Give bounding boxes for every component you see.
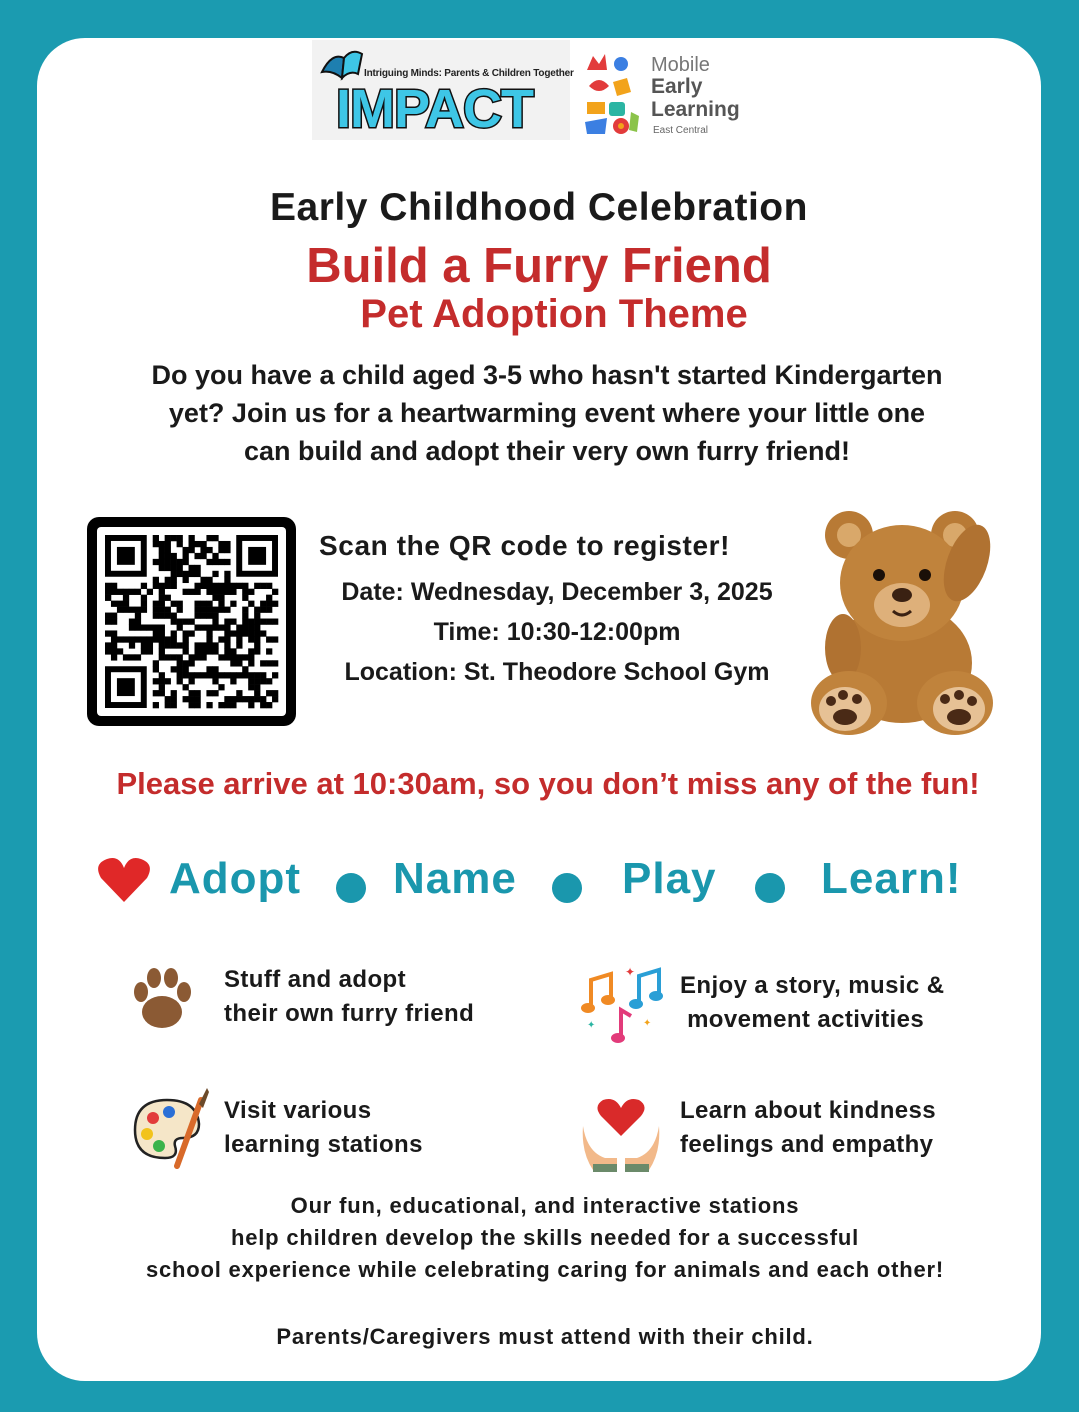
teddy-bear-icon (807, 503, 997, 738)
heart-hands-icon (581, 1092, 661, 1172)
footer-paragraph (37, 1190, 1041, 1286)
event-date: Date: Wednesday, December 3, 2025 (341, 578, 773, 606)
feature-line: feelings and empathy (680, 1131, 934, 1158)
feature-stuff-adopt (224, 963, 474, 1031)
feature-learning-stations (224, 1094, 423, 1162)
intro-line: can build and adopt their very own furry friend! (243, 436, 851, 466)
heart-icon (97, 856, 151, 904)
intro-line: yet? Join us for a heartwarming event where your little one (168, 398, 926, 428)
feature-line: Enjoy a story, music & (680, 972, 945, 999)
action-play: Play (622, 854, 717, 903)
mobile-logo-line3: Learning (651, 98, 740, 121)
svg-text:✦: ✦ (625, 966, 636, 979)
intro-paragraph (77, 356, 1017, 470)
arrival-note: Please arrive at 10:30am, so you don’t miss any of the fun! (116, 766, 980, 801)
event-time: Time: 10:30-12:00pm (433, 618, 681, 646)
feature-line: Learn about kindness (680, 1097, 937, 1124)
paw-icon (131, 966, 193, 1030)
svg-text:✦: ✦ (643, 1018, 652, 1029)
impact-tagline: Intriguing Minds: Parents & Children Together (364, 68, 574, 79)
feature-line: learning stations (224, 1131, 423, 1158)
separator-dot (336, 873, 366, 903)
intro-line: Do you have a child aged 3-5 who hasn't started Kindergarten (151, 360, 943, 390)
event-theme: Pet Adoption Theme (360, 292, 748, 336)
page-title: Early Childhood Celebration (270, 186, 808, 229)
paint-palette-icon (131, 1086, 211, 1172)
separator-dot (552, 873, 582, 903)
mobile-logo-line4: East Central (653, 125, 709, 136)
mobile-logo-line2: Early (651, 75, 703, 98)
svg-text:✦: ✦ (587, 1020, 596, 1031)
footer-line: school experience while celebrating caring for animals and each other! (145, 1257, 945, 1282)
feature-line: their own furry friend (224, 1000, 475, 1027)
attendance-note: Parents/Caregivers must attend with their child. (276, 1324, 814, 1349)
action-name: Name (393, 854, 517, 903)
event-subtitle: Build a Furry Friend (306, 239, 772, 293)
music-notes-icon (581, 966, 665, 1044)
separator-dot (755, 873, 785, 903)
impact-wordmark: IMPACT (336, 79, 533, 139)
feature-kindness (680, 1094, 936, 1162)
footer-line: help children develop the skills needed for a successful (231, 1225, 859, 1250)
event-location: Location: St. Theodore School Gym (344, 658, 770, 686)
mobile-early-learning-logo (581, 50, 751, 140)
mobile-logo-line1: Mobile (651, 54, 710, 76)
impact-logo (312, 40, 574, 140)
feature-line: Stuff and adopt (224, 966, 406, 993)
book-icon (318, 44, 364, 82)
flyer-card (37, 38, 1041, 1381)
action-learn: Learn! (821, 854, 962, 903)
colorful-shapes-icon (581, 52, 643, 138)
footer-line: Our fun, educational, and interactive stations (290, 1193, 800, 1218)
feature-story-music (680, 969, 944, 1037)
feature-line: movement activities (680, 1006, 925, 1033)
feature-line: Visit various (224, 1097, 372, 1124)
scan-instruction: Scan the QR code to register! (319, 530, 731, 561)
action-adopt: Adopt (169, 854, 302, 903)
qr-pattern-icon (97, 527, 286, 716)
registration-qr-code[interactable] (87, 517, 296, 726)
